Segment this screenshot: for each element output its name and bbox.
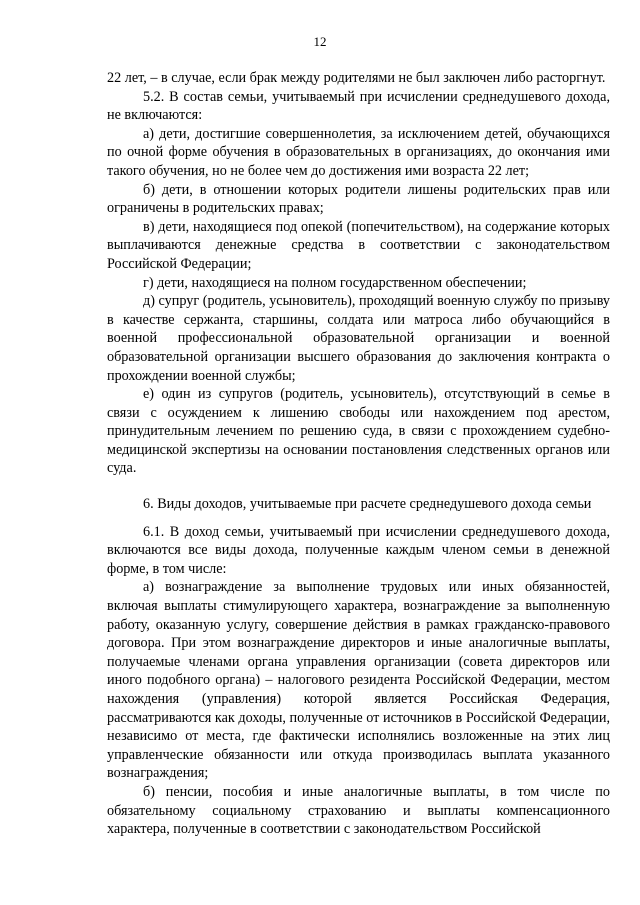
list-item-a: а) дети, достигшие совершеннолетия, за исключением детей, обучающихся по очной форме обучения в образовательных в организациях, до окончания ими такого обучения, но не более чем до достижения ими возраста 22 лет; <box>107 125 610 179</box>
list-item-g: г) дети, находящиеся на полном государственном обеспечении; <box>143 274 527 291</box>
paragraph-5-2: 5.2. В состав семьи, учитываемый при исчислении среднедушевого дохода, не включаются: <box>107 88 610 124</box>
page-number: 12 <box>313 34 327 49</box>
list-item-v: в) дети, находящиеся под опекой (попечительством), на содержание которых выплачиваются денежные средства в соответствии с законодательством Российской Федерации; <box>107 218 610 272</box>
list-item-d: д) супруг (родитель, усыновитель), проходящий военную службу по призыву в качестве сержанта, старшины, солдата или матроса либо обучающийся в военной профессиональной образовательной организации и военной образовательной организации высшего образования до заключения контракта о прохождении военной службы; <box>107 293 610 384</box>
section-6-heading: 6. Виды доходов, учитываемые при расчете среднедушевого дохода семьи <box>143 496 592 513</box>
list-item-e: е) один из супругов (родитель, усыновитель), отсутствующий в семье в связи с осуждением к лишению свободы или нахождением под арестом, принудительным лечением по решению суда, в связи с прохождением судебно-медицинской экспертизы на основании постановления следственных органов или суда. <box>107 386 610 477</box>
list-item-b: б) дети, в отношении которых родители лишены родительских прав или ограничены в родительских правах; <box>107 181 610 217</box>
paragraph-6-1: 6.1. В доход семьи, учитываемый при исчислении среднедушевого дохода, включаются все виды дохода, полученные каждым членом семьи в денежной форме, в том числе: <box>107 523 610 577</box>
paragraph-continuation: 22 лет, – в случае, если брак между родителями не был заключен либо расторгнут. <box>107 70 606 86</box>
income-item-a: а) вознаграждение за выполнение трудовых или иных обязанностей, включая выплаты стимулирующего характера, вознаграждение за выполненную работу, оказанную услугу, совершение действия в рамках гражданско-правового договора. При этом вознаграждение директоров и иные аналогичные выплаты, получаемые членами органа управления организации (совета директоров или иного подобного органа) – налогового резидента Российской Федерации, местом нахождения (управления) которой является Российская Федерация, рассматриваются как доходы, полученные от источников в Российской Федерации, независимо от места, где фактически исполнялись возложенные на этих лиц управленческие обязанности или откуда производилась выплата указанного вознаграждения; <box>107 579 610 782</box>
document-body <box>107 69 610 839</box>
income-item-b: б) пенсии, пособия и иные аналогичные выплаты, в том числе по обязательному социальному страхованию и выплаты компенсационного характера, полученные в соответствии с законодательством Российской <box>107 783 610 838</box>
